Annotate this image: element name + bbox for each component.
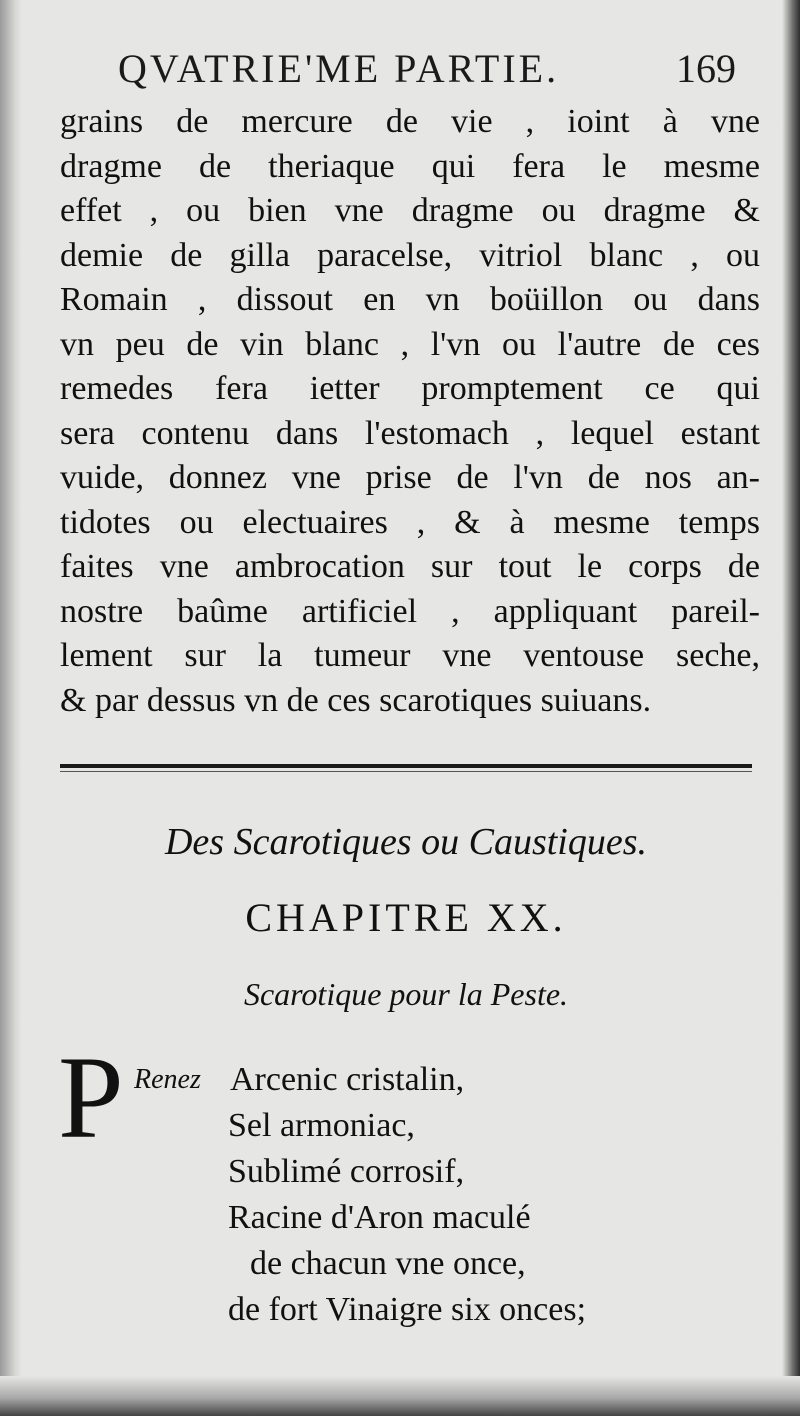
text-line: nostre baûme artificiel , appliquant pareil- — [60, 592, 760, 630]
chapter-heading: CHAPITRE XX. — [245, 895, 567, 940]
ingredient-line: Arcenic cristalin, — [230, 1061, 465, 1098]
page-edge-shadow-right — [782, 0, 800, 1416]
text-line: lement sur la tumeur vne ventouse seche, — [60, 637, 760, 674]
drop-cap: P — [58, 1032, 124, 1163]
ingredient-line: Sublimé corrosif, — [228, 1153, 465, 1190]
section-divider-rule — [60, 764, 752, 768]
text-line: demie de gilla paracelse, vitriol blanc , ou — [60, 236, 760, 274]
text-line: dragme de theriaque qui fera le mesme — [60, 147, 760, 185]
body-paragraph — [60, 100, 760, 723]
ingredient-line: de fort Vinaigre six onces; — [228, 1291, 587, 1328]
running-header: QVATRIE'ME PARTIE. — [118, 46, 560, 91]
ingredient-line: de chacun vne once, — [250, 1245, 526, 1282]
text-line: & par dessus vn de ces scarotiques suiuans. — [60, 681, 652, 719]
text-line: tidotes ou electuaires , & à mesme temps — [60, 503, 760, 541]
text-line: remedes fera ietter promptement ce qui — [60, 370, 760, 407]
text-line: vn peu de vin blanc , l'vn ou l'autre de ces — [60, 325, 760, 363]
recipe-lead-word: Renez — [134, 1064, 201, 1095]
text-line: Romain , dissout en vn boüillon ou dans — [60, 281, 760, 318]
text-line: faites vne ambrocation sur tout le corps de — [60, 548, 760, 585]
recipe-title: Scarotique pour la Peste. — [243, 976, 569, 1012]
section-title: Des Scarotiques ou Caustiques. — [164, 821, 647, 863]
ingredient-line: Sel armoniac, — [228, 1107, 415, 1144]
page-edge-shadow-left — [0, 0, 22, 1416]
page-number: 169 — [676, 46, 736, 91]
text-line: effet , ou bien vne dragme ou dragme & — [60, 192, 760, 229]
ingredient-line: Racine d'Aron maculé — [228, 1199, 531, 1236]
text-line: grains de mercure de vie , ioint à vne — [60, 103, 760, 140]
section-divider-thin-rule — [60, 771, 752, 772]
page-edge-shadow-bottom — [0, 1376, 800, 1416]
text-line: vuide, donnez vne prise de l'vn de nos an- — [60, 459, 760, 496]
text-line: sera contenu dans l'estomach , lequel estant — [60, 414, 760, 452]
